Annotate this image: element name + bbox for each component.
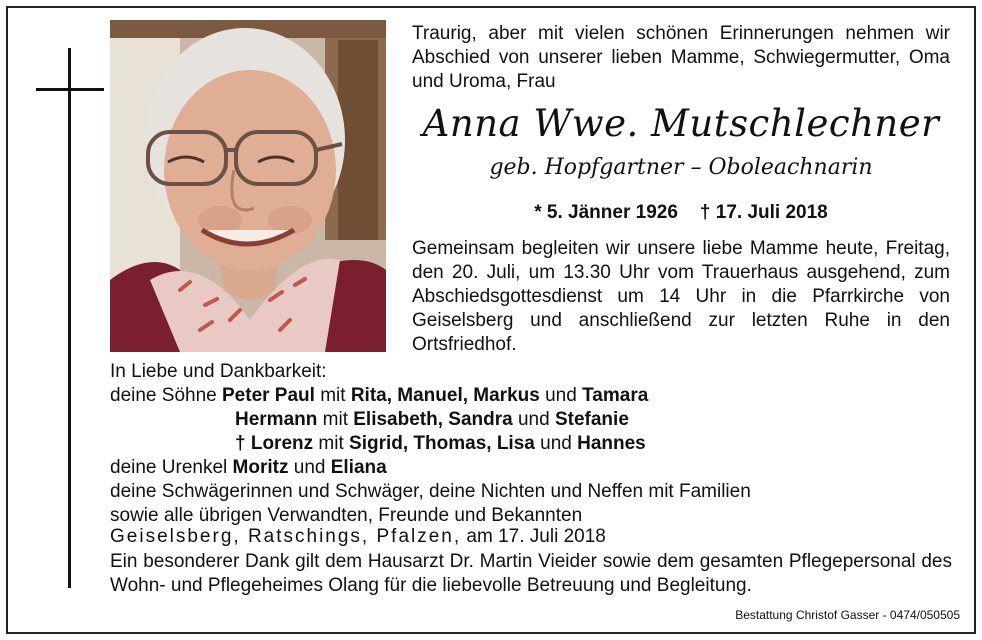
son-family-names: Sigrid, Thomas, Lisa — [349, 433, 535, 454]
connector-text: und — [517, 409, 550, 430]
life-dates — [412, 200, 950, 226]
son-family-last: Stefanie — [554, 409, 629, 430]
greatgrand-prefix: deine Urenkel — [110, 457, 228, 478]
mourner-line-son3 — [110, 432, 950, 456]
greatgrandchild-name: Moritz — [232, 457, 289, 478]
intro-text: Traurig, aber mit vielen schönen Erinnerungen nehmen wir Abschied von unserer lieben Mamme, Schwiegermutter, Oma und Uroma, Frau — [412, 23, 950, 92]
deceased-name: Anna Wwe. Mutschlechner — [422, 102, 940, 145]
son-family-last: Hannes — [577, 433, 646, 454]
mourners-heading: In Liebe und Dankbarkeit: — [110, 361, 327, 382]
mourner-line-others: sowie alle übrigen Verwandten, Freunde und Bekannten — [110, 505, 583, 526]
sons-prefix: deine Söhne — [110, 385, 217, 406]
mourner-line-greatgrandchildren — [110, 456, 950, 480]
place-and-date — [110, 525, 950, 549]
son-family-last: Tamara — [582, 385, 649, 406]
cross-icon-vertical — [68, 48, 71, 588]
greatgrandchild-name: Eliana — [330, 457, 387, 478]
funeral-details: Gemeinsam begleiten wir unsere liebe Mamme heute, Freitag, den 20. Juli, um 13.30 Uhr vom Trauerhaus ausgehend, zum Abschiedsgottesdienst um 14 Uhr in die Pfarrkirche von Geiselsberg und anschließend zur letzten Ruhe in den Ortsfriedhof. — [412, 238, 950, 355]
places: Geiselsberg, Ratschings, Pfalzen, — [110, 526, 462, 547]
connector-text: und — [293, 457, 326, 478]
mourner-line-son2 — [110, 408, 950, 432]
birth-date: * 5. Jänner 1926 — [534, 202, 678, 223]
connector-text: und — [540, 433, 572, 454]
connector-text: mit — [320, 385, 346, 406]
maiden-name: geb. Hopfgartner – Oboleachnarin — [489, 155, 873, 180]
son-name: Peter Paul — [222, 385, 315, 406]
connector-text: und — [545, 385, 577, 406]
mourner-line-sons — [110, 384, 950, 408]
date: am 17. Juli 2018 — [466, 526, 606, 547]
death-date: † 17. Juli 2018 — [699, 202, 828, 223]
portrait-photo — [110, 20, 386, 352]
son-name: † Lorenz — [235, 433, 314, 454]
mourners-list — [110, 360, 950, 528]
connector-text: mit — [322, 409, 348, 430]
connector-text: mit — [318, 433, 344, 454]
son-family-names: Elisabeth, Sandra — [353, 409, 513, 430]
cross-icon-horizontal — [36, 88, 104, 91]
thanks-text: Ein besonderer Dank gilt dem Hausarzt Dr. Martin Vieider sowie dem gesamten Pflegepersonal des Wohn- und Pflegeheimes Olang für die liebevolle Betreuung und Begleitung. — [110, 551, 952, 596]
mourner-line-inlaws: deine Schwägerinnen und Schwäger, deine Nichten und Neffen mit Familien — [110, 481, 751, 502]
son-name: Hermann — [235, 409, 318, 430]
son-family-names: Rita, Manuel, Markus — [350, 385, 540, 406]
funeral-home-credit: Bestattung Christof Gasser - 0474/050505 — [735, 608, 960, 622]
